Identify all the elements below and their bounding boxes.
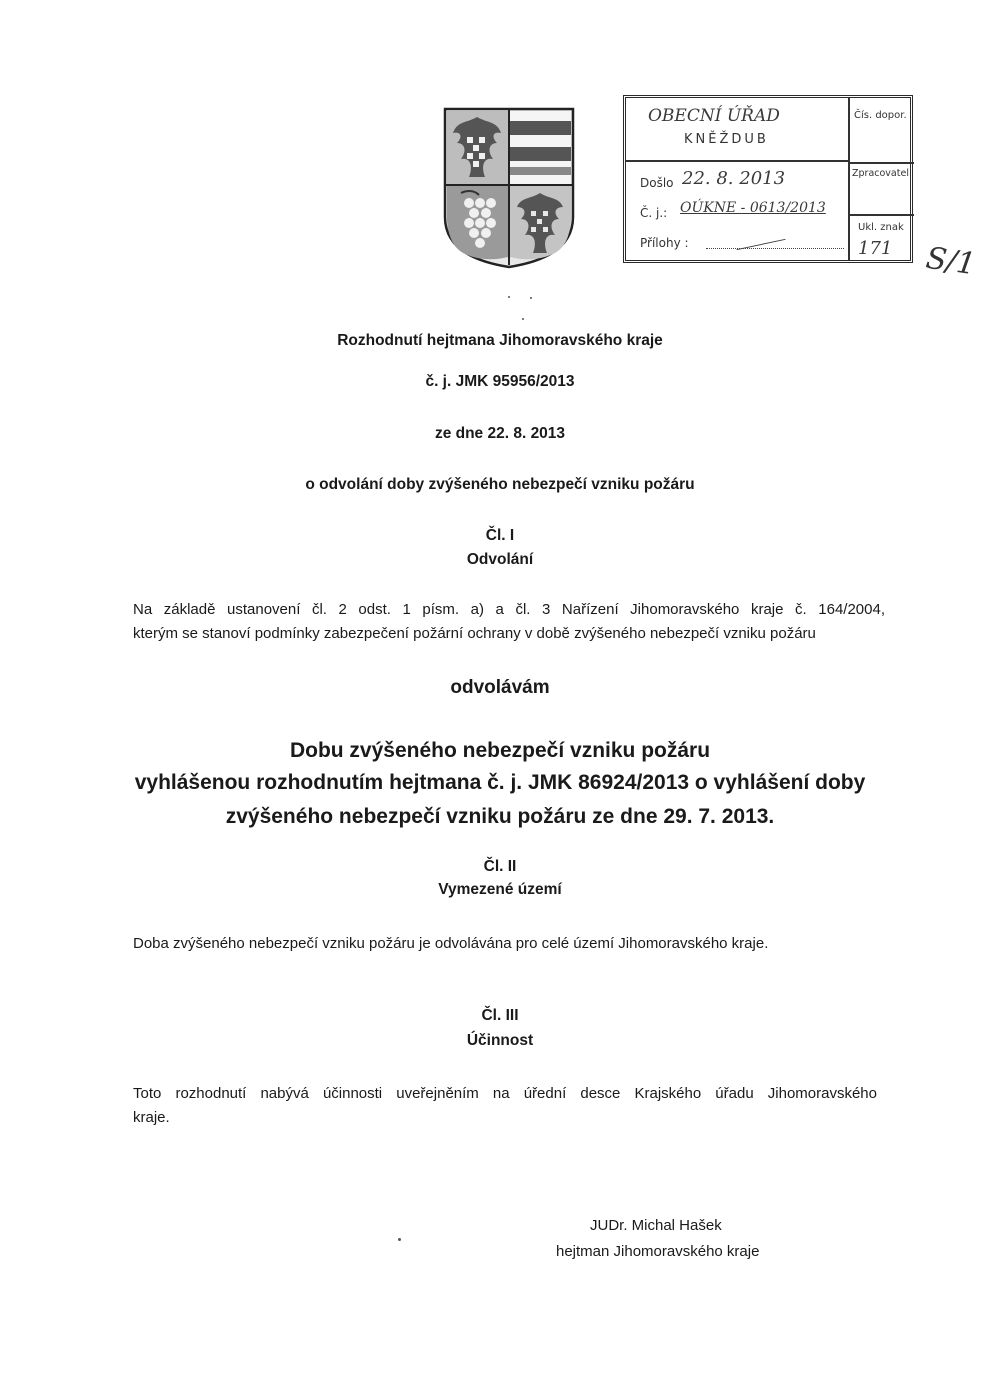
decision-date: ze dne 22. 8. 2013 <box>434 425 566 442</box>
revoked-period-line-1: Dobu zvýšeného nebezpečí vzniku požáru <box>289 739 711 762</box>
stamp-cj-value: OÚKNE - 0613/2013 <box>680 200 826 216</box>
article-1-paragraph-line-1: Na základě ustanovení čl. 2 odst. 1 písm. a) a čl. 3 Nařízení Jihomoravského kraje č. 164/2004, <box>133 601 885 618</box>
article-3-heading: Účinnost <box>466 1032 534 1049</box>
article-2-paragraph: Doba zvýšeného nebezpečí vzniku požáru je odvolávána pro celé území Jihomoravského kraje. <box>133 935 769 952</box>
article-3-number: Čl. III <box>481 1007 519 1024</box>
stamp-ukl-value: 171 <box>858 238 893 259</box>
article-3-paragraph-line-1: Toto rozhodnutí nabývá účinnosti uveřejněním na úřední desce Krajského úřadu Jihomoravského <box>133 1085 877 1102</box>
stamp-doslo-value: 22. 8. 2013 <box>682 168 786 189</box>
stamp-label-cj: Č. j.: <box>640 206 668 220</box>
registry-stamp <box>623 95 913 263</box>
signatory-role: hejtman Jihomoravského kraje <box>556 1243 760 1260</box>
stamp-label-prilohy: Přílohy : <box>640 236 689 250</box>
stamp-label-doslo: Došlo <box>640 176 674 190</box>
revoked-period-line-3: zvýšeného nebezpečí vzniku požáru ze dne 29. 7. 2013. <box>225 805 775 828</box>
stamp-office-name: KNĚŽDUB <box>684 132 769 147</box>
article-1-paragraph-line-2: kterým se stanoví podmínky zabezpečení požární ochrany v době zvýšeného nebezpečí vzniku požáru <box>133 625 816 642</box>
article-1-number: Čl. I <box>485 527 515 544</box>
decision-verb: odvolávám <box>450 677 550 698</box>
coat-of-arms-emblem <box>443 107 575 269</box>
stamp-label-ukl-znak: Ukl. znak <box>858 222 904 233</box>
margin-handwritten-note: S/1 <box>923 240 978 283</box>
signatory-name: JUDr. Michal Hašek <box>590 1217 722 1234</box>
article-2-number: Čl. II <box>483 858 517 875</box>
stamp-label-zpracovatel: Zpracovatel <box>852 168 909 179</box>
reference-number: č. j. JMK 95956/2013 <box>425 373 575 390</box>
stamp-label-cis-dopor: Čís. dopor. <box>854 110 907 121</box>
article-2-heading: Vymezené území <box>438 881 562 898</box>
stamp-office-handwritten: OBECNÍ ÚŘAD <box>648 106 780 126</box>
decision-subject: o odvolání doby zvýšeného nebezpečí vzniku požáru <box>305 476 695 493</box>
article-1-heading: Odvolání <box>466 551 534 568</box>
article-3-paragraph-line-2: kraje. <box>133 1109 170 1126</box>
revoked-period-line-2: vyhlášenou rozhodnutím hejtmana č. j. JMK 86924/2013 o vyhlášení doby <box>134 771 866 794</box>
decision-title: Rozhodnutí hejtmana Jihomoravského kraje <box>337 332 663 349</box>
